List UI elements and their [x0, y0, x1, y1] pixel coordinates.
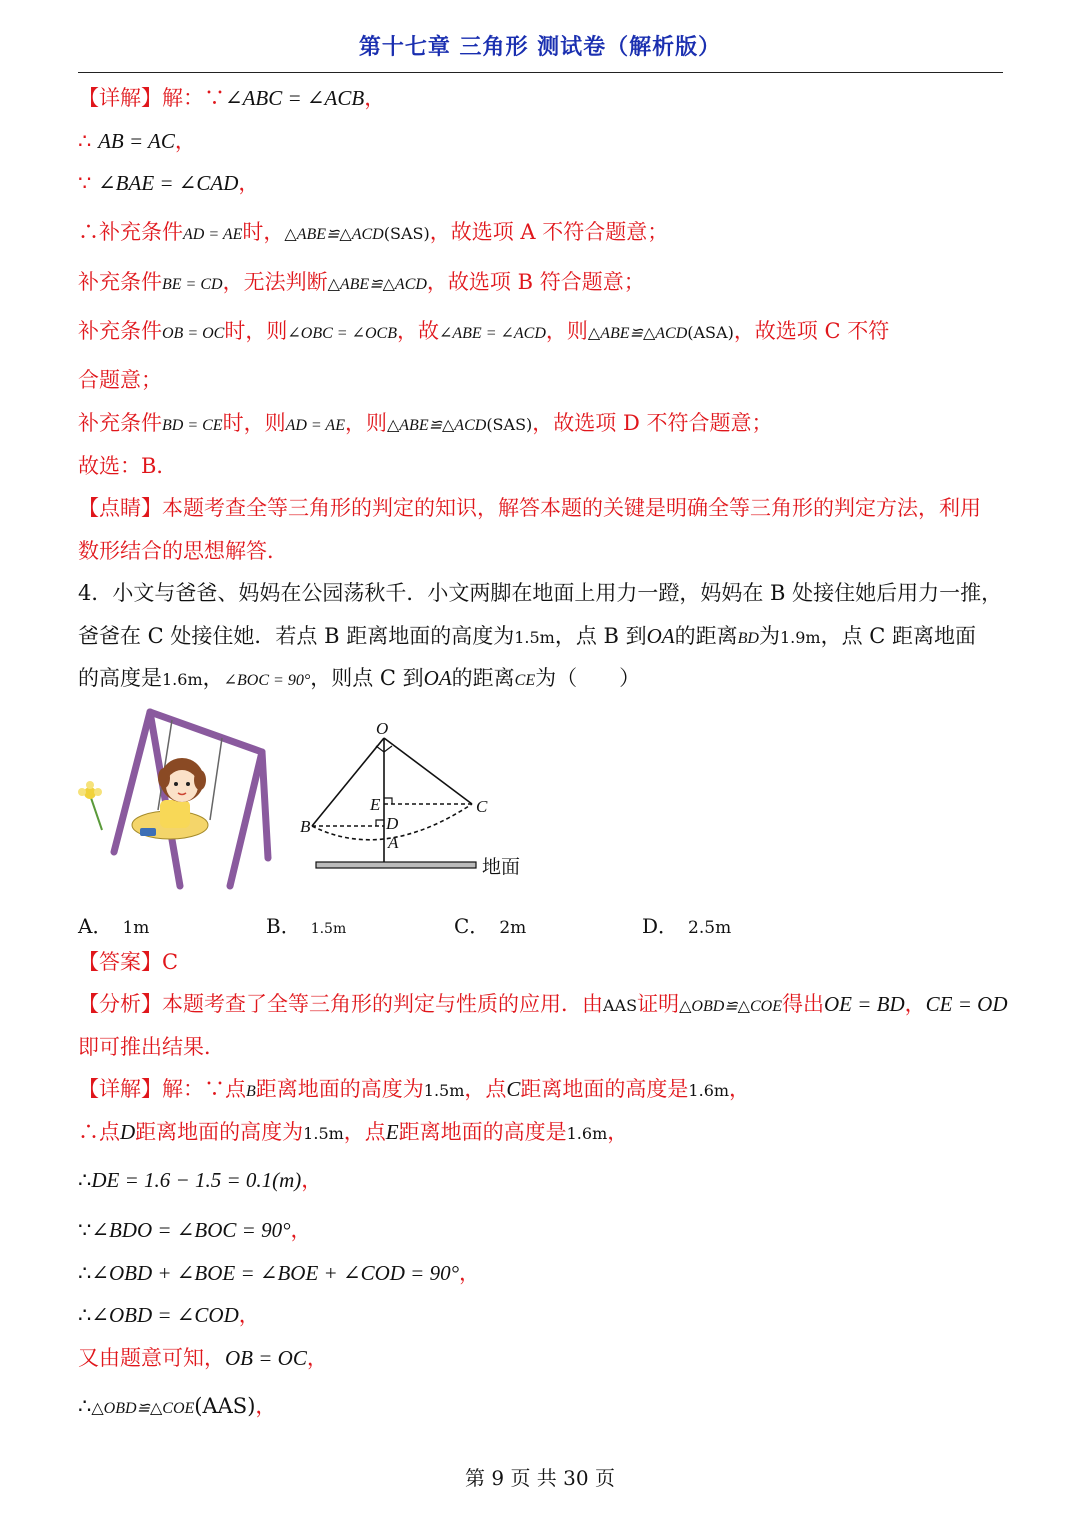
math: (SAS) — [486, 415, 533, 434]
q3-line-6 — [78, 321, 889, 342]
therefore-symbol: ∴ — [78, 1168, 92, 1192]
q3-line-4 — [78, 222, 668, 243]
therefore-symbol: ∴ — [78, 1394, 92, 1418]
math: (ASA) — [687, 323, 734, 342]
option-b — [266, 910, 346, 939]
math: OE = BD — [823, 992, 905, 1016]
text: 补充条件 — [78, 270, 162, 294]
math: △ABE≌△ACD — [284, 226, 384, 243]
text: ∴补充条件 — [78, 220, 183, 244]
text: ， — [904, 992, 926, 1016]
text: 距离地面的高度是 — [398, 1120, 567, 1144]
value: 1.5m — [423, 1081, 465, 1100]
line-OC — [384, 738, 472, 804]
text: 距离地面的高度是 — [520, 1077, 689, 1101]
value: 1.5m — [514, 628, 555, 647]
q3-line-2 — [78, 131, 196, 152]
text: ，点 — [343, 1120, 386, 1144]
therefore-symbol: ∴ — [78, 129, 92, 153]
q4-stem-line-3 — [78, 668, 640, 689]
text: 本题考查全等三角形的判定的知识，解答本题的关键是明确全等三角形的判定方法，利用 — [162, 496, 981, 520]
value: 1.6m — [566, 1124, 608, 1143]
text: 本题考查了全等三角形的判定与性质的应用．由 — [162, 992, 603, 1016]
math: CE = OD — [925, 992, 1008, 1016]
flower-icon — [78, 781, 102, 830]
page-header-title: 第十七章 三角形 测试卷（解析版） — [358, 35, 722, 60]
math: (SAS) — [383, 224, 430, 243]
text: 为 — [758, 624, 780, 648]
text: ， — [364, 86, 386, 110]
q4-detail-line-8 — [78, 1396, 276, 1417]
text: ， — [290, 1218, 312, 1242]
option-letter: D． — [642, 914, 679, 938]
text: 时，则 — [224, 319, 288, 343]
math: △OBD≌△COE — [679, 998, 782, 1015]
text: ， — [174, 129, 196, 153]
text: ， — [255, 1394, 277, 1418]
text: ，点 B 到 — [554, 624, 647, 648]
therefore-symbol: ∴ — [78, 1303, 92, 1327]
therefore-symbol: ∴ — [78, 1261, 92, 1285]
text: ∴点 — [78, 1120, 120, 1144]
q3-line-10 — [78, 498, 981, 519]
math: ∠OBD + ∠BOE = ∠BOE + ∠COD = 90° — [91, 1261, 459, 1285]
text: ，点 C 距离地面 — [820, 624, 976, 648]
q4-stem-line-1: 4．小文与爸爸、妈妈在公园荡秋千．小文两脚在地面上用力一蹬，妈妈在 B 处接住她后用力一推， — [78, 581, 1003, 605]
option-value: 2m — [499, 918, 527, 938]
option-c — [454, 910, 526, 939]
math: AB = AC — [98, 129, 175, 153]
text: 距离地面的高度为 — [135, 1120, 304, 1144]
because-symbol: ∵ — [78, 171, 92, 195]
math: E — [385, 1120, 399, 1144]
q4-detail-line-4 — [78, 1220, 311, 1241]
q4-detail-line-3 — [78, 1170, 322, 1191]
page-footer: 第 9 页 共 30 页 — [465, 1466, 615, 1490]
math: DE = 1.6 − 1.5 = 0.1(m) — [91, 1168, 302, 1192]
math: AD = AE — [183, 226, 243, 243]
option-value: 1.5m — [310, 921, 347, 937]
text: ， — [202, 666, 224, 690]
value: 1.5m — [303, 1124, 344, 1143]
math: OA — [423, 666, 452, 690]
text: 爸爸在 C 处接住她．若点 B 距离地面的高度为 — [78, 624, 515, 648]
label-C: C — [476, 797, 488, 816]
detail-tag: 【详解】 — [78, 1077, 162, 1101]
text: ，点 — [464, 1077, 507, 1101]
math: (AAS) — [194, 1394, 256, 1418]
text: ，无法判断 — [222, 270, 328, 294]
header-divider — [78, 72, 1003, 73]
text: 解：∵点 — [162, 1077, 246, 1101]
math: △ABE≌△ACD — [386, 417, 487, 434]
math: D — [120, 1120, 136, 1144]
analysis-tag: 【分析】 — [78, 992, 162, 1016]
math: AD = AE — [285, 417, 345, 434]
math: ∠BOC = 90° — [223, 672, 311, 689]
q3-line-1 — [78, 88, 385, 109]
text: 时，则 — [222, 411, 286, 435]
detail-tag: 【详解】 — [78, 86, 162, 110]
math: ∠BAE = ∠CAD — [98, 171, 239, 195]
text: ， — [607, 1120, 629, 1144]
text: ， — [238, 171, 260, 195]
text: ，故选项 C 不符 — [733, 319, 890, 343]
q4-detail-line-2 — [78, 1122, 628, 1143]
math: CE — [514, 672, 536, 689]
math: AAS — [603, 996, 638, 1015]
text: ， — [301, 1168, 323, 1192]
right-angle-D — [376, 820, 384, 826]
answer-value: C — [162, 950, 179, 974]
text: ， — [729, 1077, 751, 1101]
label-O: O — [376, 719, 389, 738]
math: OA — [646, 624, 675, 648]
text: 为（ ） — [535, 666, 641, 690]
text: 的距离 — [451, 666, 515, 690]
math: ∠OBC = ∠OCB — [287, 325, 397, 342]
option-letter: B． — [266, 914, 301, 938]
math: △OBD≌△COE — [91, 1400, 195, 1417]
text: 补充条件 — [78, 319, 162, 343]
text: ，故选项 A 不符合题意； — [429, 220, 669, 244]
q3-line-7: 合题意； — [78, 368, 162, 392]
geometry-figure — [296, 712, 536, 882]
text: ， — [306, 1346, 328, 1370]
math: △ABE≌△ACD — [327, 276, 427, 293]
text: ，故选项 B 符合题意； — [426, 270, 645, 294]
math: BD = CE — [162, 417, 223, 434]
q4-analysis-line-2: 即可推出结果． — [78, 1035, 225, 1059]
q3-line-9: 故选：B． — [78, 454, 178, 478]
q4-detail-line-6 — [78, 1305, 260, 1326]
option-letter: C． — [454, 914, 490, 938]
girl-figure — [132, 758, 208, 839]
text: ，故 — [396, 319, 439, 343]
option-value: 2.5m — [688, 918, 732, 938]
label-B: B — [300, 817, 311, 836]
text: 得出 — [781, 992, 824, 1016]
text: ，则 — [344, 411, 387, 435]
text: 的高度是 — [78, 666, 162, 690]
math: ∠BDO = ∠BOC = 90° — [91, 1218, 291, 1242]
label-E: E — [370, 795, 381, 814]
math: BD — [737, 630, 759, 647]
text: 证明 — [637, 992, 680, 1016]
q3-line-3 — [78, 173, 259, 194]
math: C — [506, 1077, 521, 1101]
math: ∠ABC = ∠ACB — [225, 86, 365, 110]
math: △ABE≌△ACD — [587, 325, 688, 342]
text: 解：∵ — [162, 86, 225, 110]
q4-stem-line-2 — [78, 626, 976, 647]
right-angle-E — [384, 798, 392, 804]
value: 1.6m — [688, 1081, 730, 1100]
option-letter: A． — [78, 914, 113, 938]
math: ∠OBD = ∠COD — [91, 1303, 239, 1327]
text: 距离地面的高度为 — [255, 1077, 424, 1101]
label-ground: 地面 — [482, 856, 521, 878]
math: B — [246, 1083, 256, 1100]
option-d — [642, 910, 731, 939]
option-a — [78, 910, 149, 939]
answer-tag: 【答案】 — [78, 950, 162, 974]
text: ， — [458, 1261, 480, 1285]
text: ，故选项 D 不符合题意； — [532, 411, 773, 435]
value: 1.6m — [162, 670, 203, 689]
value: 1.9m — [779, 628, 821, 647]
q4-answer — [78, 952, 178, 973]
text: ，则 — [545, 319, 588, 343]
because-symbol: ∵ — [78, 1218, 92, 1242]
math: BE = CD — [162, 276, 223, 293]
q3-line-8 — [78, 413, 772, 434]
q3-line-5 — [78, 272, 645, 293]
q4-detail-line-5 — [78, 1263, 480, 1284]
text: 补充条件 — [78, 411, 162, 435]
text: 又由题意可知， — [78, 1346, 225, 1370]
q3-line-11: 数形结合的思想解答． — [78, 539, 288, 563]
swing-girl-illustration — [72, 700, 282, 900]
remark-tag: 【点睛】 — [78, 496, 162, 520]
q4-analysis-line-1 — [78, 994, 1008, 1015]
text: 的距离 — [674, 624, 738, 648]
q4-detail-line-1 — [78, 1079, 750, 1100]
text: ， — [238, 1303, 260, 1327]
math: OB = OC — [225, 1346, 307, 1370]
label-A: A — [388, 833, 399, 852]
q4-detail-line-7 — [78, 1348, 328, 1369]
label-D: D — [386, 814, 399, 833]
ground-bar — [316, 862, 476, 868]
math: OB = OC — [162, 325, 225, 342]
math: ∠ABE = ∠ACD — [438, 325, 546, 342]
text: 时， — [242, 220, 285, 244]
option-value: 1m — [122, 918, 150, 938]
text: ，则点 C 到 — [310, 666, 424, 690]
